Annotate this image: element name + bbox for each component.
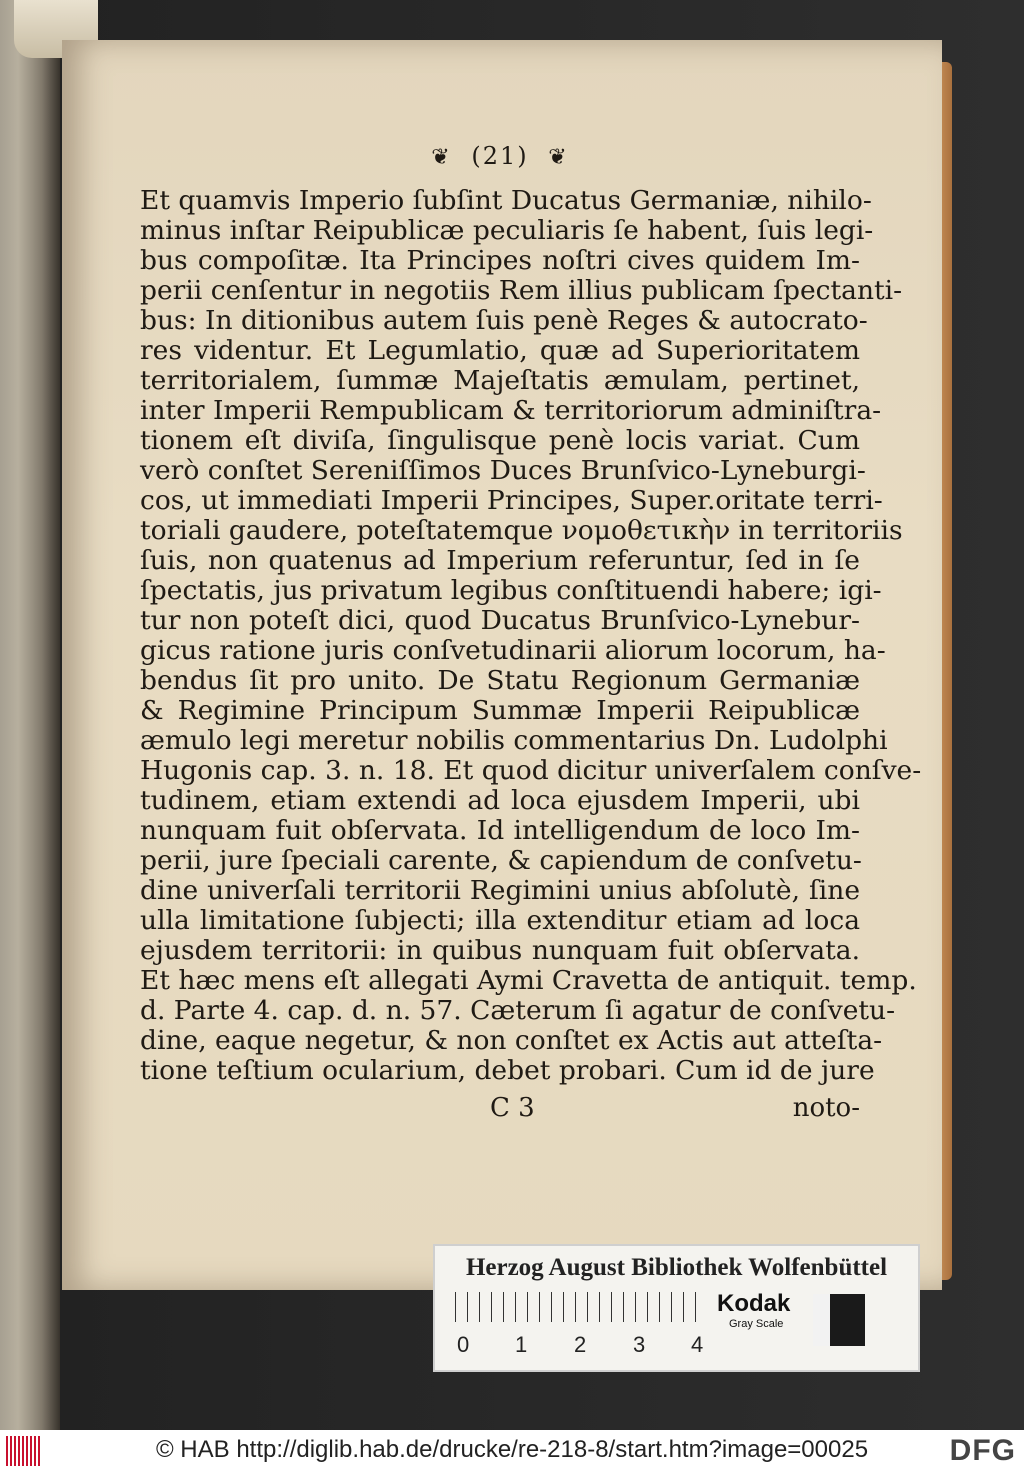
page-footer-row: [140, 1093, 860, 1127]
ruler-number: 4: [691, 1332, 704, 1357]
text-line: ejusdem territorii: in quibus nunquam fuit obſervata.: [140, 935, 860, 966]
text-line: perii cenſentur in negotiis Rem illius publicam ſpectanti-: [140, 275, 903, 306]
text-line: ſuis, non quatenus ad Imperium referuntur, ſed in ſe: [140, 545, 860, 576]
text-line: Hugonis cap. 3. n. 18. Et quod dicitur univerſalem conſve-: [140, 755, 922, 786]
library-title: Herzog August Bibliothek Wolfenbüttel: [465, 1254, 888, 1281]
book-page: [62, 40, 942, 1290]
text-line: dine univerſali territorii Regimini unius abſolutè, ſine: [140, 875, 860, 906]
swatch-white: [813, 1294, 830, 1346]
text-line: minus inſtar Reipublicæ peculiaris ſe habent, ſuis legi-: [140, 215, 874, 246]
page-number: (21): [471, 142, 529, 170]
swatch-dark: [830, 1294, 847, 1346]
text-line: nunquam fuit obſervata. Id intelligendum de loco Im-: [140, 815, 860, 846]
catchword: noto-: [792, 1093, 860, 1123]
text-line: tudinem, etiam extendi ad loca ejusdem Imperii, ubi: [140, 785, 860, 816]
ruler-number: 1: [515, 1332, 528, 1357]
text-line: verò conſtet Sereniſſimos Duces Brunſvico-Lyneburgi-: [140, 455, 866, 486]
dfg-logo: DFG: [949, 1434, 1016, 1467]
text-line: toriali gaudere, poteſtatemque νομοθετικὴν in territoriis: [140, 515, 903, 546]
text-line: æmulo legi meretur nobilis commentarius Dn. Ludolphi: [140, 725, 888, 756]
text-line: perii, jure ſpeciali carente, & capiendum de conſvetu-: [140, 845, 862, 876]
text-line: bus: In ditionibus autem ſuis penè Reges & autocrato-: [140, 305, 868, 336]
ruler-number: 0: [457, 1332, 470, 1357]
gray-scale-swatches: [813, 1294, 865, 1346]
text-line: & Regimine Principum Summæ Imperii Reipublicæ: [140, 695, 860, 726]
text-line: tionem eſt diviſa, ſingulisque penè locis variat. Cum: [140, 425, 860, 456]
library-label: [433, 1244, 920, 1372]
signature-mark: C 3: [490, 1093, 535, 1123]
ruler-number: 2: [574, 1332, 587, 1357]
copyright-link[interactable]: © HAB http://diglib.hab.de/drucke/re-218-8/start.htm?image=00025: [155, 1436, 869, 1463]
swatch-black: [848, 1294, 865, 1346]
text-line: cos, ut immediati Imperii Principes, Super.oritate terri-: [140, 485, 883, 516]
ornament-left-icon: ❦: [431, 145, 452, 170]
kodak-brand: Kodak: [717, 1290, 791, 1317]
text-line: Et quamvis Imperio ſubſint Ducatus Germaniæ, nihilo-: [140, 185, 872, 216]
text-line: d. Parte 4. cap. d. n. 57. Cæterum ſi agatur de conſvetu-: [140, 995, 896, 1026]
ornament-right-icon: ❦: [548, 145, 569, 170]
text-line: ulla limitatione ſubjecti; illa extenditur etiam ad loca: [140, 905, 860, 936]
text-line: tur non poteſt dici, quod Ducatus Brunſvico-Lynebur-: [140, 605, 860, 636]
text-line: ſpectatis, jus privatum legibus conſtituendi habere; igi-: [140, 575, 882, 606]
text-line: tione teſtium ocularium, debet probari. Cum id de jure: [140, 1055, 875, 1086]
text-line: territorialem, ſummæ Majeſtatis æmulam, pertinet,: [140, 365, 860, 396]
text-line: gicus ratione juris conſvetudinarii aliorum locorum, ha-: [140, 635, 886, 666]
gray-scale-caption: Gray Scale: [729, 1318, 784, 1330]
ruler-scale: [455, 1292, 705, 1322]
footer-bar: [0, 1430, 1024, 1472]
text-line: inter Imperii Rempublicam & territoriorum adminiſtra-: [140, 395, 882, 426]
text-line: res videntur. Et Legumlatio, quæ ad Superioritatem: [140, 335, 860, 366]
text-line: Et hæc mens eſt allegati Aymi Cravetta de antiquit. temp.: [140, 965, 917, 996]
text-line: bendus ſit pro unito. De Statu Regionum Germaniæ: [140, 665, 860, 696]
book-binding: [0, 0, 60, 1430]
text-line: dine, eaque negetur, & non conſtet ex Actis aut atteſta-: [140, 1025, 883, 1056]
text-line: bus compoſitæ. Ita Principes noſtri cives quidem Im-: [140, 245, 860, 276]
ruler-number: 3: [633, 1332, 646, 1357]
page-header: [140, 142, 860, 170]
